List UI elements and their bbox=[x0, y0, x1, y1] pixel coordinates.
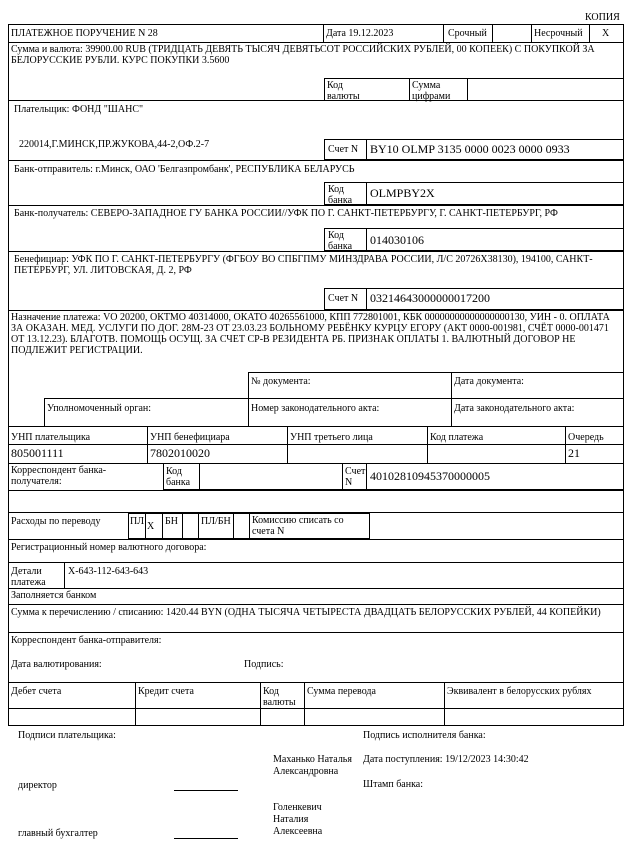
payment-code-label: Код платежа bbox=[430, 432, 484, 443]
correspondent-label: Корреспондент банка-получателя: bbox=[11, 465, 107, 487]
form-date: Дата 19.12.2023 bbox=[326, 28, 394, 39]
payer-account-label: Счет N bbox=[328, 144, 359, 155]
reg-number-label: Регистрационный номер валютного договора: bbox=[11, 542, 207, 553]
form-frame bbox=[8, 24, 624, 726]
nonurgent-label: Несрочный bbox=[534, 28, 583, 39]
correspondent-account-label: Счет N bbox=[345, 466, 366, 488]
bank-fill-label: Заполняется банком bbox=[11, 590, 97, 601]
expense-plbn: ПЛ/БН bbox=[201, 516, 231, 527]
expense-pl: ПЛ bbox=[130, 516, 145, 527]
copy-mark: КОПИЯ bbox=[585, 12, 620, 23]
signature-label: Подпись: bbox=[244, 659, 284, 670]
beneficiary-label: Бенефициар: УФК ПО Г. САНКТ-ПЕТЕРБУРГУ (ФГБОУ ВО СПБГПМУ МИНЗДРАВА РОССИИ, Л/С 20726Х38130), 194100, САНКТ-ПЕТЕРБУРГ, УЛ. ЛИТОВСКАЯ, Д. 2, РФ bbox=[14, 254, 593, 276]
accountant-role: главный бухгалтер bbox=[18, 828, 98, 839]
law-date-label: Дата законодательного акта: bbox=[454, 403, 575, 414]
unp-beneficiary: 7802010020 bbox=[150, 446, 210, 460]
receiver-bank-code: 014030106 bbox=[370, 233, 424, 247]
expense-pl-mark: X bbox=[147, 521, 155, 532]
details-value: Х-643-112-643-643 bbox=[68, 566, 149, 577]
director-signature-line bbox=[174, 790, 238, 791]
law-number-label: Номер законодательного акта: bbox=[251, 403, 380, 414]
director-role: директор bbox=[18, 780, 57, 791]
received-date: Дата поступления: 19/12/2023 14:30:42 bbox=[363, 754, 529, 765]
authority-label: Уполномоченный орган: bbox=[47, 403, 152, 414]
sender-bank-label: Банк-отправитель: г.Минск, ОАО 'Белгазпромбанк', РЕСПУБЛИКА БЕЛАРУСЬ bbox=[14, 164, 355, 175]
receiver-bank-code-label: Код банка bbox=[328, 230, 353, 252]
commission-label: Комиссию списать со счета N bbox=[252, 515, 344, 537]
sender-correspondent-label: Корреспондент банка-отправителя: bbox=[11, 635, 162, 646]
value-date-label: Дата валютирования: bbox=[11, 659, 102, 670]
debit-label: Дебет счета bbox=[11, 686, 62, 697]
payer-address: 220014,Г.МИНСК,ПР.ЖУКОВА,44-2,ОФ.2-7 bbox=[19, 139, 210, 150]
correspondent-code-label: Код банка bbox=[166, 466, 191, 488]
currency-code-label: Код валюты bbox=[327, 80, 360, 102]
expense-bn: БН bbox=[165, 516, 178, 527]
stamp-label: Штамп банка: bbox=[363, 779, 423, 790]
doc-date-label: Дата документа: bbox=[454, 376, 524, 387]
beneficiary-account-label: Счет N bbox=[328, 293, 359, 304]
details-label: Детали платежа bbox=[11, 566, 46, 588]
queue-value: 21 bbox=[568, 446, 580, 460]
expenses-label: Расходы по переводу bbox=[11, 516, 101, 527]
payer-account: BY10 OLMP 3135 0000 0023 0000 0933 bbox=[370, 142, 570, 156]
nonurgent-mark: X bbox=[602, 28, 610, 39]
ledger-currency-code-label: Код валюты bbox=[263, 686, 296, 708]
unp-third-label: УНП третьего лица bbox=[290, 432, 373, 443]
urgent-label: Срочный bbox=[448, 28, 487, 39]
director-name: Маханько Наталья Александровна bbox=[273, 754, 352, 777]
amount-text: Сумма и валюта: 39900.00 RUB (ТРИДЦАТЬ ДЕВЯТЬ ТЫСЯЧ ДЕВЯТЬСОТ РОССИЙСКИХ РУБЛЕЙ, 00 КОПЕЕК) С ПОКУПКОЙ ЗА БЕЛОРУССКИЕ РУБЛИ. КУРС ПОКУПКИ 3.5600 bbox=[11, 44, 595, 66]
queue-label: Очередь bbox=[568, 432, 604, 443]
transfer-sum-label: Сумма перевода bbox=[307, 686, 376, 697]
form-title: ПЛАТЕЖНОЕ ПОРУЧЕНИЕ N 28 bbox=[11, 28, 158, 39]
sender-bank-code-label: Код банка bbox=[328, 184, 353, 206]
unp-beneficiary-label: УНП бенефициара bbox=[150, 432, 230, 443]
transfer-sum: Сумма к перечислению / списанию: 1420.44 BYN (ОДНА ТЫСЯЧА ЧЕТЫРЕСТА ДВАДЦАТЬ БЕЛОРУССКИХ РУБЛЕЙ, 44 КОПЕЙКИ) bbox=[11, 607, 601, 618]
accountant-signature-line bbox=[174, 838, 238, 839]
credit-label: Кредит счета bbox=[138, 686, 194, 697]
payer-label: Плательщик: ФОНД "ШАНС" bbox=[14, 104, 144, 115]
accountant-name: Голенкевич Наталия Алексеевна bbox=[273, 802, 323, 837]
beneficiary-account: 03214643000000017200 bbox=[370, 291, 490, 305]
unp-payer-label: УНП плательщика bbox=[11, 432, 91, 443]
payment-purpose: Назначение платежа: VO 20200, ОКТМО 40314000, ОКАТО 40265561000, КПП 772801001, КБК 00000000000000000130, УИН - 0. ОПЛАТА ЗА ОКАЗАН. МЕД. УСЛУГИ ПО ДОГ. 28М-23 ОТ 23.03.23 БОЛЬНОМУ РЕБЁНКУ КУРЦУ ЕГОРУ (АКТ 0000-001981, СЧЁТ 0000-001471 ОТ 13.12.23). БЛАГОТВ. ПОМОЩЬ ОСУЩ. ЗА СЧЕТ СР-В РЕЗИДЕНТА РБ. ПРИЗНАК ОПЛАТЫ 1. ВАЛЮТНЫЙ ДОГОВОР НЕ ПОДЛЕЖИТ РЕГИСТРАЦИИ. bbox=[11, 312, 610, 356]
sender-bank-code: OLMPBY2X bbox=[370, 186, 435, 200]
sum-digits-label: Сумма цифрами bbox=[412, 80, 451, 102]
equivalent-label: Эквивалент в белорусских рублях bbox=[447, 686, 592, 697]
unp-payer: 805001111 bbox=[11, 446, 64, 460]
doc-number-label: № документа: bbox=[251, 376, 311, 387]
executor-signature-title: Подпись исполнителя банка: bbox=[363, 730, 486, 741]
receiver-bank-label: Банк-получатель: СЕВЕРО-ЗАПАДНОЕ ГУ БАНКА РОССИИ//УФК ПО Г. САНКТ-ПЕТЕРБУРГУ, Г. САНКТ-ПЕТЕРБУРГ, РФ bbox=[14, 208, 558, 219]
correspondent-account: 40102810945370000005 bbox=[370, 469, 490, 483]
payer-signatures-title: Подписи плательщика: bbox=[18, 730, 116, 741]
